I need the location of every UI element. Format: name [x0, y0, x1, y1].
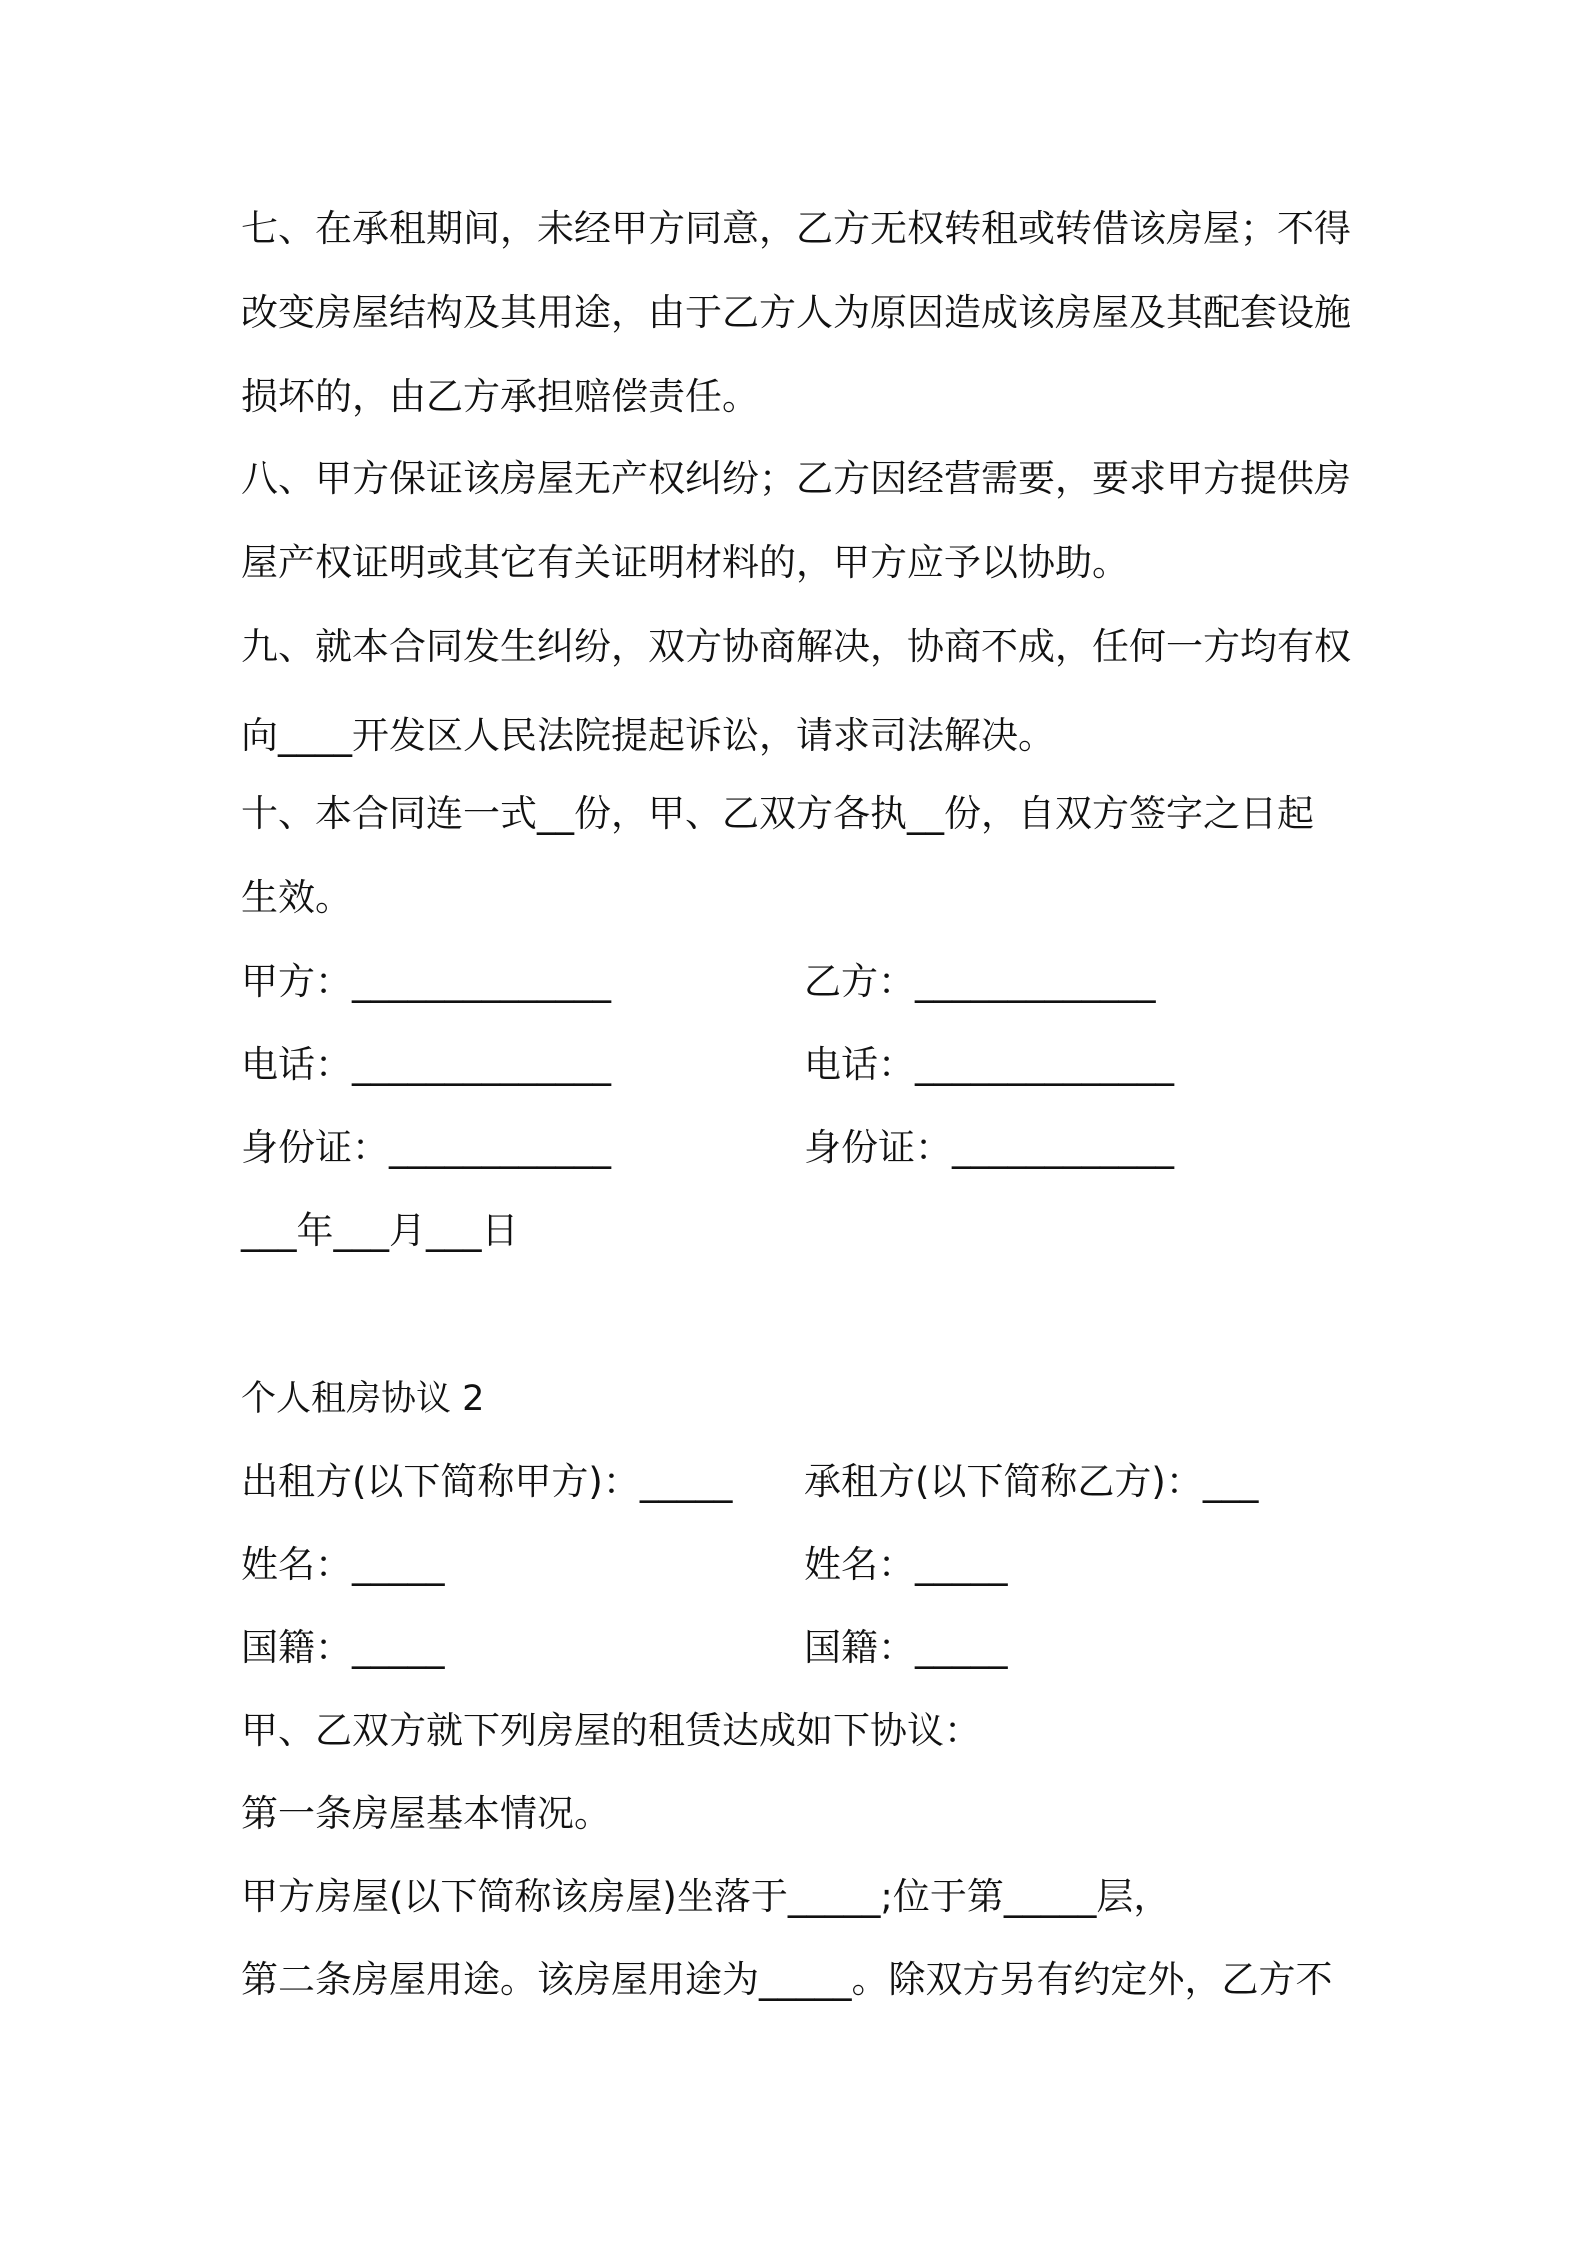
article-1-title: 第一条房屋基本情况。: [241, 1792, 611, 1835]
nationality-a-field: 国籍：_____: [241, 1626, 445, 1669]
signature-row-party: [241, 958, 1361, 1006]
clause-8-line-1: 八、甲方保证该房屋无产权纠纷；乙方因经营需要，要求甲方提供房: [241, 457, 1351, 500]
party-a-field: 甲方：______________: [241, 960, 611, 1003]
agreement-2-title: 个人租房协议 2: [241, 1379, 485, 1419]
clause-9-line-2: 向____开发区人民法院提起诉讼，请求司法解决。: [241, 714, 1055, 757]
party-b-field: 乙方：_____________: [804, 960, 1156, 1003]
id-b-field: 身份证：____________: [804, 1126, 1174, 1169]
signature-row-id: [241, 1124, 1361, 1172]
article-1-body: 甲方房屋(以下简称该房屋)坐落于_____;位于第_____层，: [241, 1875, 1171, 1918]
clause-10-line-1: 十、本合同连一式__份，甲、乙双方各执__份，自双方签字之日起: [241, 792, 1314, 835]
id-a-field: 身份证：____________: [241, 1126, 611, 1169]
signature-date: ___年___月___日: [241, 1209, 519, 1252]
clause-7-line-3: 损坏的，由乙方承担赔偿责任。: [241, 375, 759, 418]
clause-7-line-1: 七、在承租期间，未经甲方同意，乙方无权转租或转借该房屋；不得: [241, 207, 1351, 250]
clause-7-line-2: 改变房屋结构及其用途，由于乙方人为原因造成该房屋及其配套设施: [241, 291, 1351, 334]
nationality-row: [241, 1624, 1361, 1672]
lessee-field: 承租方(以下简称乙方)：___: [804, 1460, 1259, 1503]
parties-row: [241, 1458, 1361, 1506]
lessor-field: 出租方(以下简称甲方)：_____: [241, 1460, 733, 1503]
nationality-b-field: 国籍：_____: [804, 1626, 1008, 1669]
clause-8-line-2: 屋产权证明或其它有关证明材料的，甲方应予以协助。: [241, 541, 1129, 584]
name-a-field: 姓名：_____: [241, 1543, 445, 1586]
article-2-body: 第二条房屋用途。该房屋用途为_____。除双方另有约定外，乙方不: [241, 1958, 1333, 2001]
clause-9-line-1: 九、就本合同发生纠纷，双方协商解决，协商不成，任何一方均有权: [241, 625, 1351, 668]
phone-b-field: 电话：______________: [804, 1043, 1174, 1086]
name-row: [241, 1541, 1361, 1589]
name-b-field: 姓名：_____: [804, 1543, 1008, 1586]
signature-row-phone: [241, 1041, 1361, 1089]
clause-10-line-2: 生效。: [241, 876, 352, 919]
agreement-intro: 甲、乙双方就下列房屋的租赁达成如下协议：: [241, 1709, 981, 1752]
phone-a-field: 电话：______________: [241, 1043, 611, 1086]
